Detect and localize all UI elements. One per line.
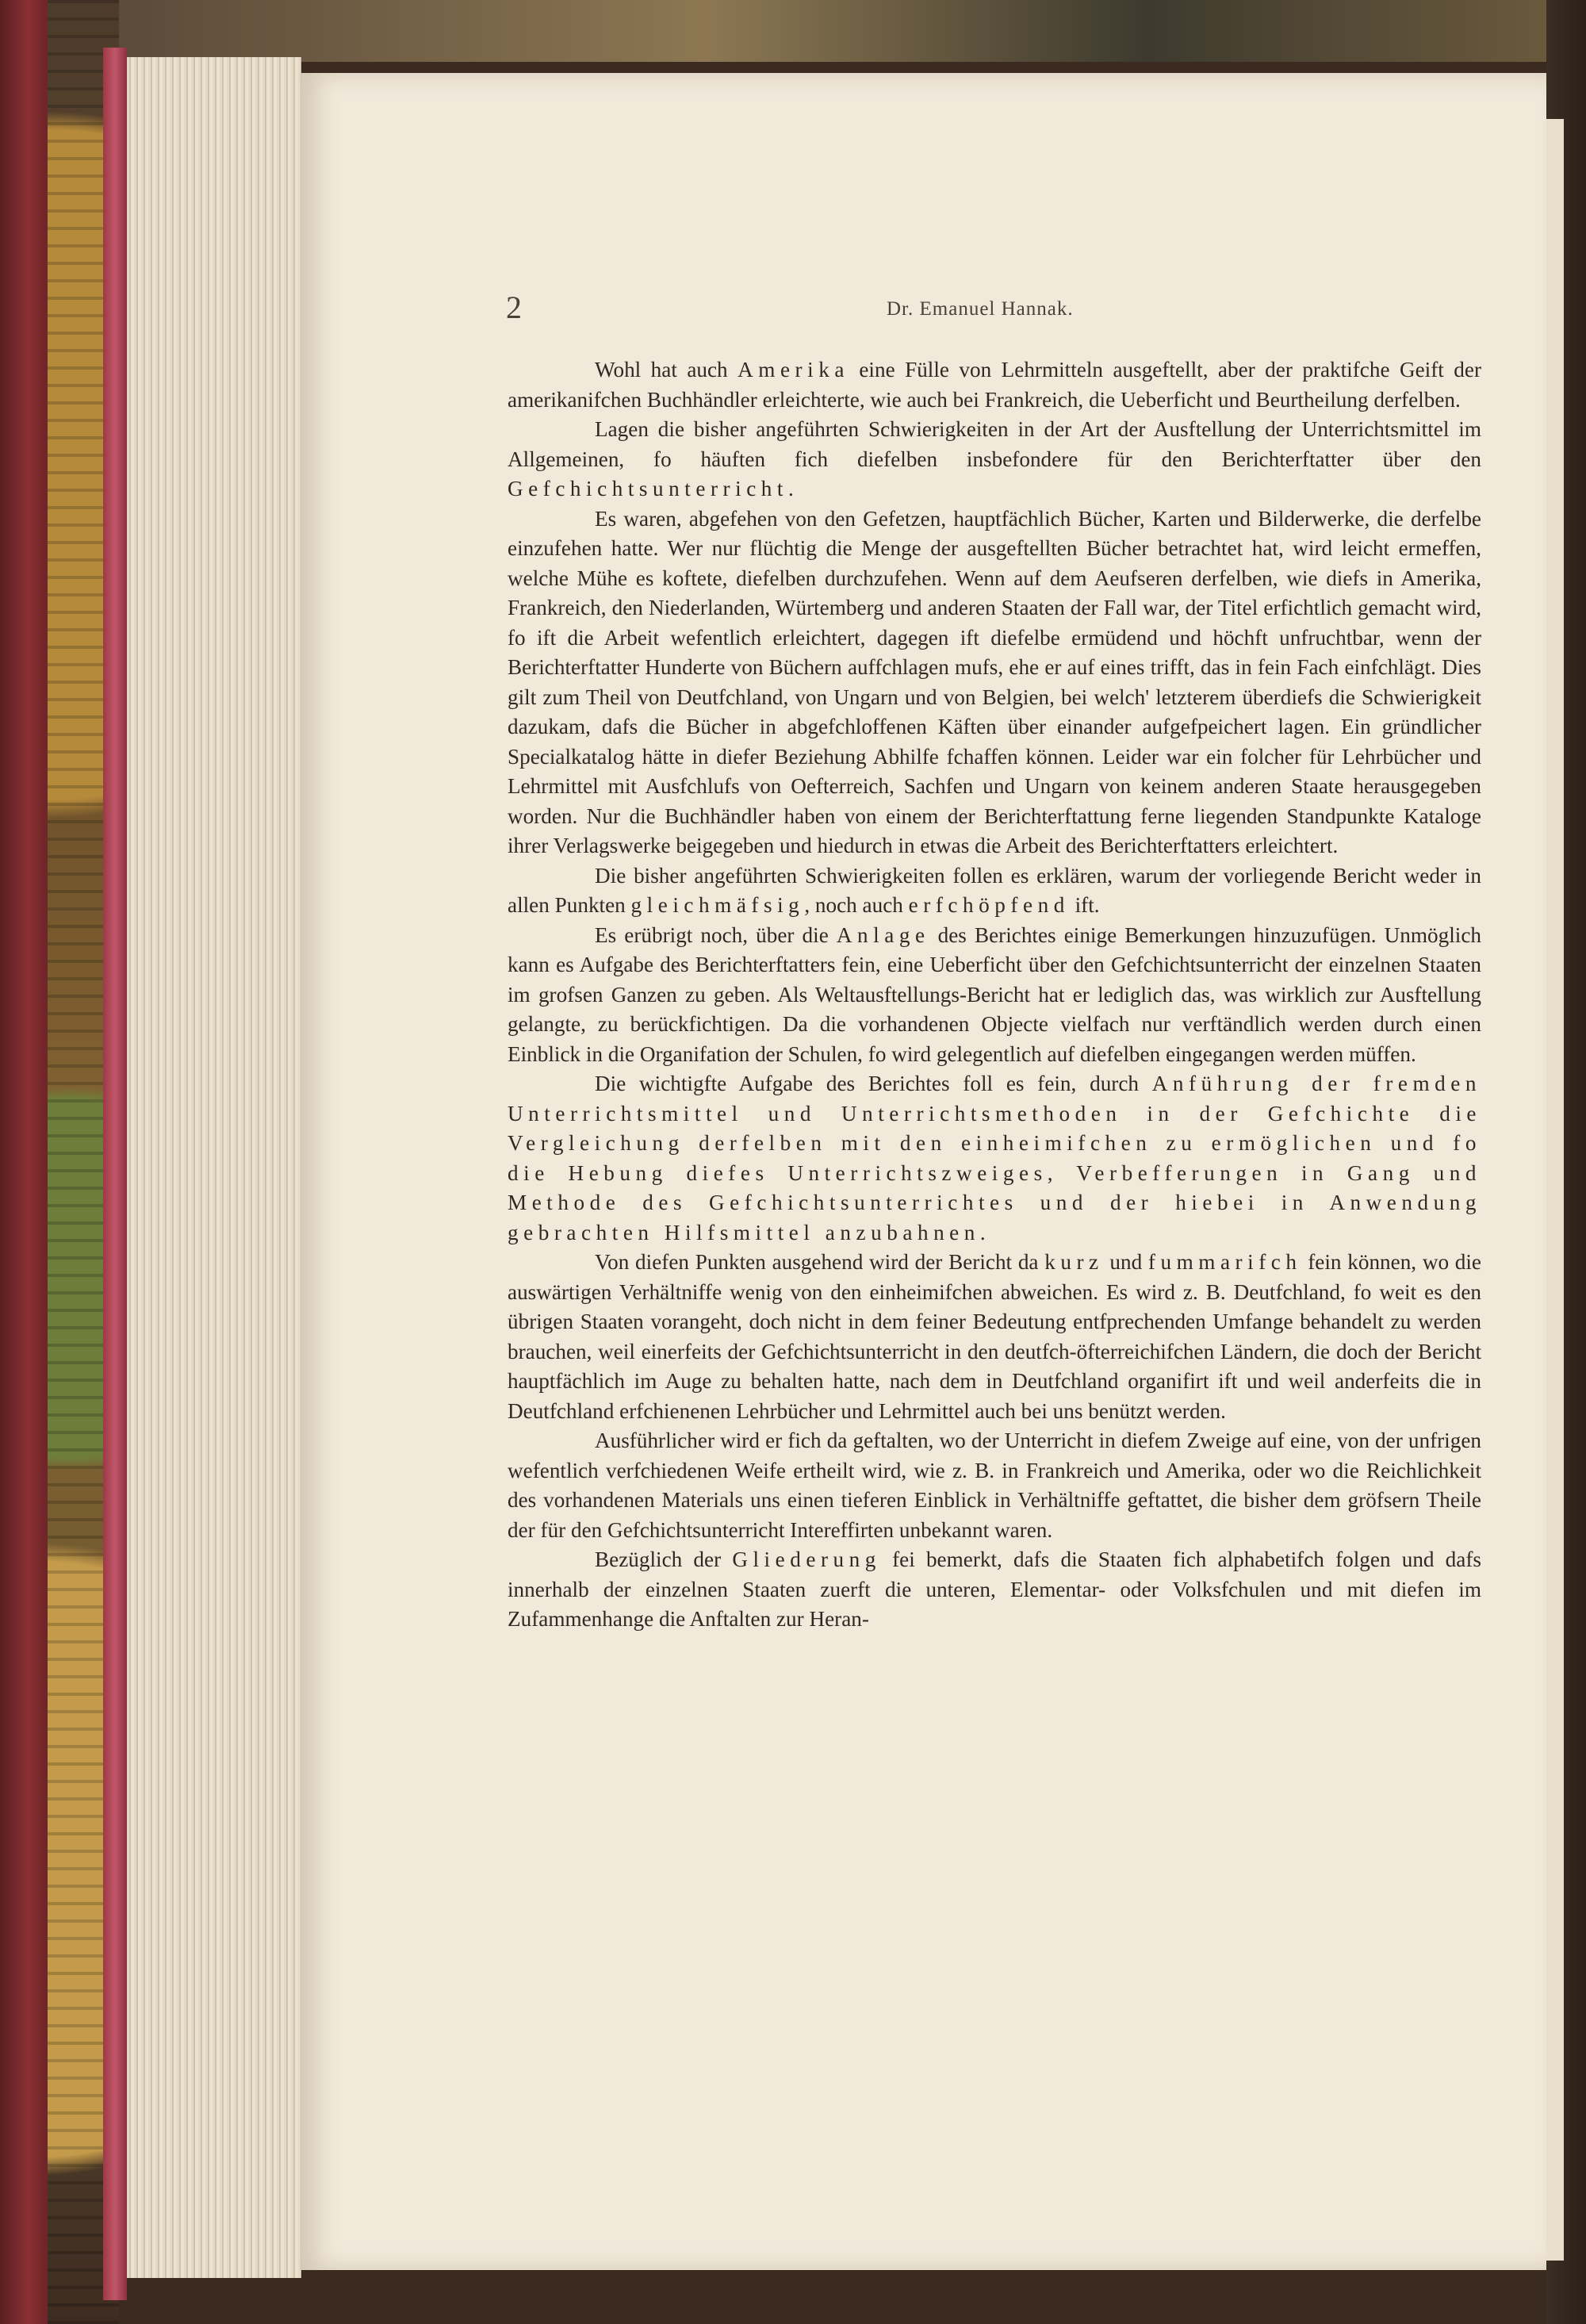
spaced-emphasis-text: erfchöpfend: [908, 893, 1070, 917]
paragraph: [508, 1069, 1481, 1248]
paragraph: [508, 1545, 1481, 1635]
text-run: Die wichtigfte Aufgabe des Berichtes foll es fein, durch: [595, 1072, 1152, 1095]
text-run: Wohl hat auch: [595, 358, 738, 382]
page-stack-edges: [127, 57, 301, 2278]
text-run: eine Fülle von Lehrmitteln ausgeftellt, aber der praktifche Geift der amerikanifchen Buchhändler erleichterte, wie auch bei Frankreich, die Ueberficht und Beurtheilung derfelben.: [508, 358, 1481, 412]
text-run: des Berichtes einige Bemerkungen hinzuzufügen. Unmöglich kann es Aufgabe des Berichterftatters fein, eine Ueberficht über den Gefchichtsunterricht der einzelnen Staaten im grofsen Ganzen zu geben. Als Weltausftellungs-Bericht hat er lediglich das, was wirklich zur Ausftellung gelangte, zu berückfichtigen. Da die vorhandenen Objecte vielfach nur verftändlich werden durch einen Einblick in die Organifation der Schulen, fo wird gelegentlich auf diefelben eingegangen werden müffen.: [508, 922, 1482, 1066]
book-binding-spine: [0, 0, 48, 2324]
text-run: fei bemerkt, dafs die Staaten fich alphabetifch folgen und dafs innerhalb der einzelnen Staaten zuerft die unteren, Elementar- oder Volksfchulen und mit diefen im Zufammenhange die Anftalten zur Heran-: [508, 1547, 1481, 1631]
paragraph: [508, 504, 1481, 861]
paragraph: [508, 1426, 1481, 1545]
body-text: [508, 355, 1481, 1635]
text-run: .: [788, 477, 794, 500]
text-run: Von diefen Punkten ausgehend wird der Bericht da: [595, 1250, 1045, 1274]
spaced-emphasis-text: Amerika: [737, 358, 849, 382]
text-run: Ausführlicher wird er fich da geftalten, wo der Unterricht in diefem Zweige auf eine, von der unfrigen wefentlich verfchiedenen Weife ertheilt wird, wie z. B. in Frankreich und Amerika, oder wo die Reichlichkeit des vorhandenen Materials uns einen tieferen Einblick in Verhältniffe geftattet, die bisher dem gröfsern Theile der für den Gefchichtsunterricht Intereffirten unbekannt waren.: [508, 1429, 1481, 1542]
book-cover-top: [119, 0, 1586, 62]
spaced-emphasis-text: fummarifch: [1147, 1250, 1302, 1274]
spaced-emphasis-text: Anlage: [836, 922, 930, 947]
paragraph: [508, 921, 1481, 1070]
running-head: Dr. Emanuel Hannak.: [887, 298, 1074, 320]
text-run: .: [979, 1220, 986, 1244]
page-header: [506, 290, 1481, 327]
page-number: 2: [506, 290, 522, 325]
paragraph: [508, 1248, 1481, 1426]
text-run: und: [1103, 1250, 1148, 1274]
text-run: fein können, wo die auswärtigen Verhältniffe wenig von den einheimifchen abweichen. Es wird z. B. Deutfchland, fo weit es den übrigen Staaten vorangeht, doch nicht in dem feiner Bedeutung entfprechenden Umfange behandelt zu werden brauchen, weil einerfeits der Gefchichtsunterricht in den deutfch-öfterreichifchen Ländern, die doch der Bericht hauptfächlich im Auge zu behalten hatte, nach dem in Deutfchland organifirt ift und weil anderfeits die in Deutfchland erfchienenen Lehrbücher und Lehrmittel auch bei uns benützt werden.: [508, 1250, 1481, 1423]
text-run: Lagen die bisher angeführten Schwierigkeiten in der Art der Ausftellung der Unterrichtsmittel im Allgemeinen, fo häuften fich diefelben insbefondere für den Berichterftatter über den: [508, 417, 1481, 471]
text-run: Bezüglich der: [595, 1547, 733, 1571]
paragraph: [508, 355, 1481, 415]
paragraph: [508, 861, 1481, 921]
text-run: Die bisher angeführten Schwierigkeiten follen es erklären, warum der vorliegende Bericht weder in allen Punkten: [508, 863, 1481, 917]
spaced-emphasis-text: Anführung der fremden Unterrichtsmittel und Unterrichtsmethoden in der Gefchichte die Vergleichung derfelben mit den einheimifchen zu ermöglichen und fo die Hebung diefes Unterrichtszweiges, Verbefferungen in Gang und Methode des Gefchichtsunterrichtes und der hiebei in Anwendung gebrachten Hilfsmittel anzubahnen: [508, 1072, 1481, 1244]
text-run: ift.: [1069, 893, 1100, 917]
facing-page-edge: [1546, 119, 1564, 2261]
spaced-emphasis-text: gleichmäfsig: [630, 893, 805, 917]
text-run: Es waren, abgefehen von den Gefetzen, hauptfächlich Bücher, Karten und Bilderwerke, die derfelbe einzufehen hatte. Wer nur flüchtig die Menge der ausgeftellten Bücher betrachtet hat, wird leicht ermeffen, welche Mühe es koftete, diefelben durchzufehen. Wenn auf dem Aeufseren derfelben, wie diefs in Amerika, Frankreich, den Niederlanden, Würtemberg und anderen Staaten der Fall war, der Titel erfichtlich gemacht wird, fo ift die Arbeit wefentlich erleichtert, dagegen ift diefelbe ermüdend und höchft unfruchtbar, wenn der Berichterftatter Hunderte von Büchern auffchlagen mufs, ehe er auf eines trifft, das in fein Fach einfchlägt. Dies gilt zum Theil von Deutfchland, von Ungarn und von Belgien, bei welch' letzterem überdiefs die Schwierigkeit dazukam, dafs die Bücher in abgefchloffenen Käften über einander aufgefpeichert lagen. Ein gründlicher Specialkatalog hätte in diefer Beziehung Abhilfe fchaffen können. Leider war ein folcher für Lehrbücher und Lehrmittel mit Ausfchlufs von Oefterreich, Sachfen und Ungarn von keinem anderen Staate herausgegeben worden. Nur die Buchhändler haben von einem der Berichterftattung ferne liegenden Standpunkte Kataloge ihrer Verlagswerke beigegeben und hiedurch in etwas die Arbeit des Berichterftatters erleichtert.: [508, 506, 1481, 857]
text-run: , noch auch: [804, 893, 909, 917]
spaced-emphasis-text: Gefchichtsunterricht: [508, 477, 789, 500]
spaced-emphasis-text: Gliederung: [732, 1547, 881, 1571]
page-edge-red: [103, 48, 127, 2300]
spaced-emphasis-text: kurz: [1044, 1250, 1104, 1274]
text-run: Es erübrigt noch, über die: [595, 922, 837, 947]
paragraph: [508, 415, 1481, 504]
